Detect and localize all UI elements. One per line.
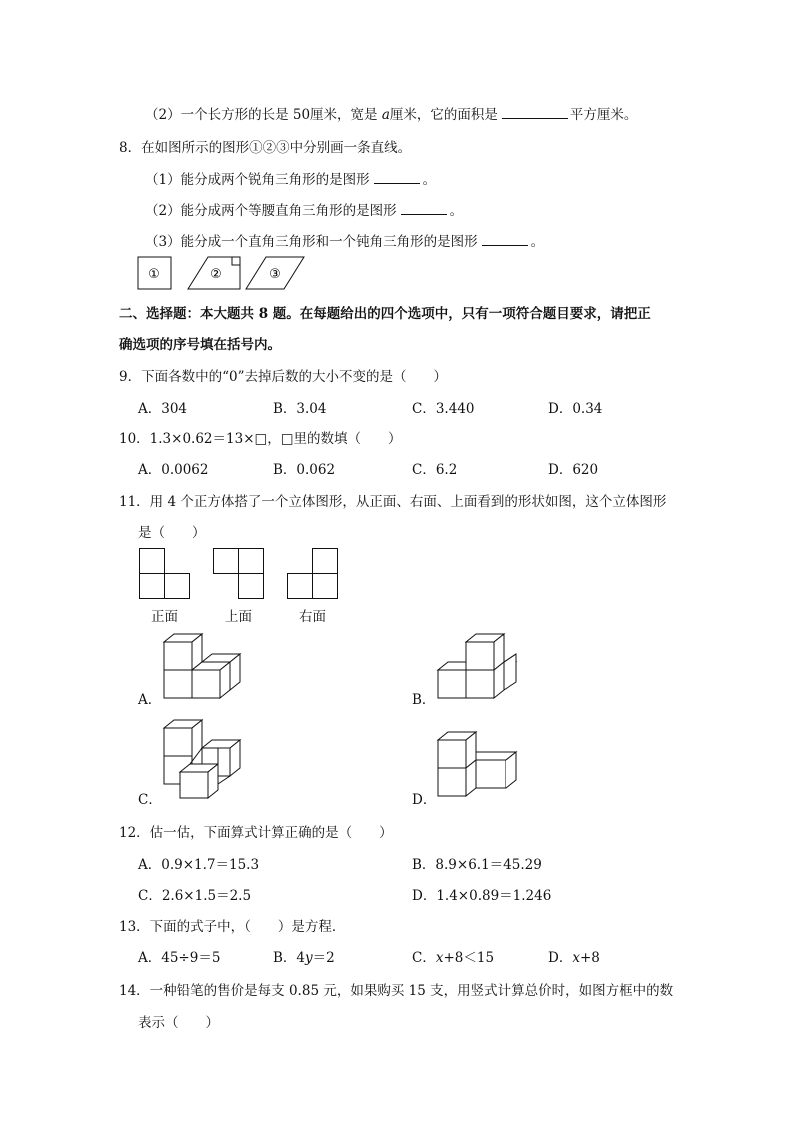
q8-shapes-figure xyxy=(136,254,336,294)
q11-option-a[interactable]: A． xyxy=(138,692,162,708)
q10-stem: 10．1.3×0.62＝13×□，□里的数填（ ） xyxy=(119,431,402,447)
q13-option-b-post: ＝2 xyxy=(312,950,335,966)
q10-option-c[interactable]: C．6.2 xyxy=(412,462,458,478)
q7-2-line xyxy=(145,103,637,123)
q13-option-d-post: +8 xyxy=(579,950,600,966)
q13-option-a[interactable]: A．45÷9＝5 xyxy=(138,950,221,966)
option-d-cubes-figure xyxy=(436,730,526,800)
q8-part2 xyxy=(145,199,463,219)
q10-option-d[interactable]: D．620 xyxy=(548,462,599,478)
right-view-figure xyxy=(287,548,339,600)
q11-option-c[interactable]: C． xyxy=(138,792,162,808)
q14-stem: 14．一种铅笔的售价是每支 0.85 元，如果购买 15 支，用竖式计算总价时，如图方框中的数 xyxy=(119,983,674,999)
answer-blank[interactable] xyxy=(482,233,528,246)
q13-option-b-var: y xyxy=(305,950,313,966)
section-2-heading: 二、选择题：本大题共 8 题。在每题给出的四个选项中，只有一项符合题目要求，请把正 xyxy=(119,306,651,322)
q9-option-b[interactable]: B．3.04 xyxy=(273,401,327,417)
q11-option-b[interactable]: B． xyxy=(412,692,436,708)
q12-option-a[interactable]: A．0.9×1.7＝15.3 xyxy=(138,857,260,873)
q8-part3-text: （3）能分成一个直角三角形和一个钝角三角形的是图形 xyxy=(145,234,478,250)
q13-option-d-var: x xyxy=(572,950,580,966)
period: 。 xyxy=(449,203,464,219)
q7-2-var: a xyxy=(381,107,390,123)
front-view-figure xyxy=(139,548,191,600)
answer-blank[interactable] xyxy=(401,202,447,215)
shape-2-label: ② xyxy=(210,267,222,282)
q13-option-c-pre: C． xyxy=(412,950,436,966)
q13-option-c-post: +8＜15 xyxy=(443,950,495,966)
q9-stem: 9．下面各数中的“0”去掉后数的大小不变的是（ ） xyxy=(119,369,447,385)
q10-option-b[interactable]: B．0.062 xyxy=(273,462,336,478)
period: 。 xyxy=(530,234,545,250)
q8-part2-text: （2）能分成两个等腰直角三角形的是图形 xyxy=(145,203,397,219)
q9-option-a[interactable]: A．304 xyxy=(138,401,188,417)
q12-stem: 12．估一估，下面算式计算正确的是（ ） xyxy=(119,825,393,841)
q7-2-unit: 平方厘米。 xyxy=(569,107,638,123)
q14-stem-cont: 表示（ ） xyxy=(138,1015,219,1031)
answer-blank[interactable] xyxy=(374,171,420,184)
q7-2-text: （2）一个长方形的长是 50厘米，宽是 xyxy=(145,107,382,123)
section-2-heading-cont: 确选项的序号填在括号内。 xyxy=(119,337,281,353)
q8-stem: 8．在如图所示的图形①②③中分别画一条直线。 xyxy=(119,140,412,156)
q10-option-a[interactable]: A．0.0062 xyxy=(138,462,209,478)
q11-option-d[interactable]: D． xyxy=(412,792,437,808)
q13-option-c-var: x xyxy=(435,950,444,966)
front-view-label: 正面 xyxy=(151,609,178,625)
q7-2-text2: 厘米，它的面积是 xyxy=(389,107,498,123)
top-view-label: 上面 xyxy=(225,609,252,625)
q13-option-b[interactable] xyxy=(273,946,335,966)
q8-part1 xyxy=(145,168,436,188)
q9-option-d[interactable]: D．0.34 xyxy=(548,401,603,417)
q13-option-b-pre: B．4 xyxy=(273,950,306,966)
q8-part1-text: （1）能分成两个锐角三角形的是图形 xyxy=(145,172,370,188)
option-b-cubes-figure xyxy=(436,632,526,702)
q9-option-c[interactable]: C．3.440 xyxy=(412,401,475,417)
q8-part3 xyxy=(145,230,544,250)
option-a-cubes-figure xyxy=(160,632,250,702)
q13-option-d[interactable] xyxy=(548,946,600,966)
right-view-label: 右面 xyxy=(299,609,326,625)
q12-option-c[interactable]: C．2.6×1.5＝2.5 xyxy=(138,888,252,904)
period: 。 xyxy=(422,172,437,188)
option-c-cubes-figure xyxy=(160,718,250,800)
answer-blank[interactable] xyxy=(502,106,568,119)
q12-option-b[interactable]: B．8.9×6.1＝45.29 xyxy=(412,857,542,873)
shape-1-label: ① xyxy=(148,267,160,282)
shape-3-label: ③ xyxy=(269,267,281,282)
q13-option-c[interactable] xyxy=(412,946,494,966)
q11-stem: 11．用 4 个正方体搭了一个立体图形，从正面、右面、上面看到的形状如图，这个立体图形 xyxy=(119,494,667,510)
q12-option-d[interactable]: D．1.4×0.89＝1.246 xyxy=(412,888,552,904)
q13-option-d-pre: D． xyxy=(548,950,573,966)
q13-stem: 13．下面的式子中，（ ）是方程． xyxy=(119,919,346,935)
q11-stem-cont: 是（ ） xyxy=(138,525,206,541)
top-view-figure xyxy=(213,548,265,600)
right-angle-mark xyxy=(232,257,240,265)
